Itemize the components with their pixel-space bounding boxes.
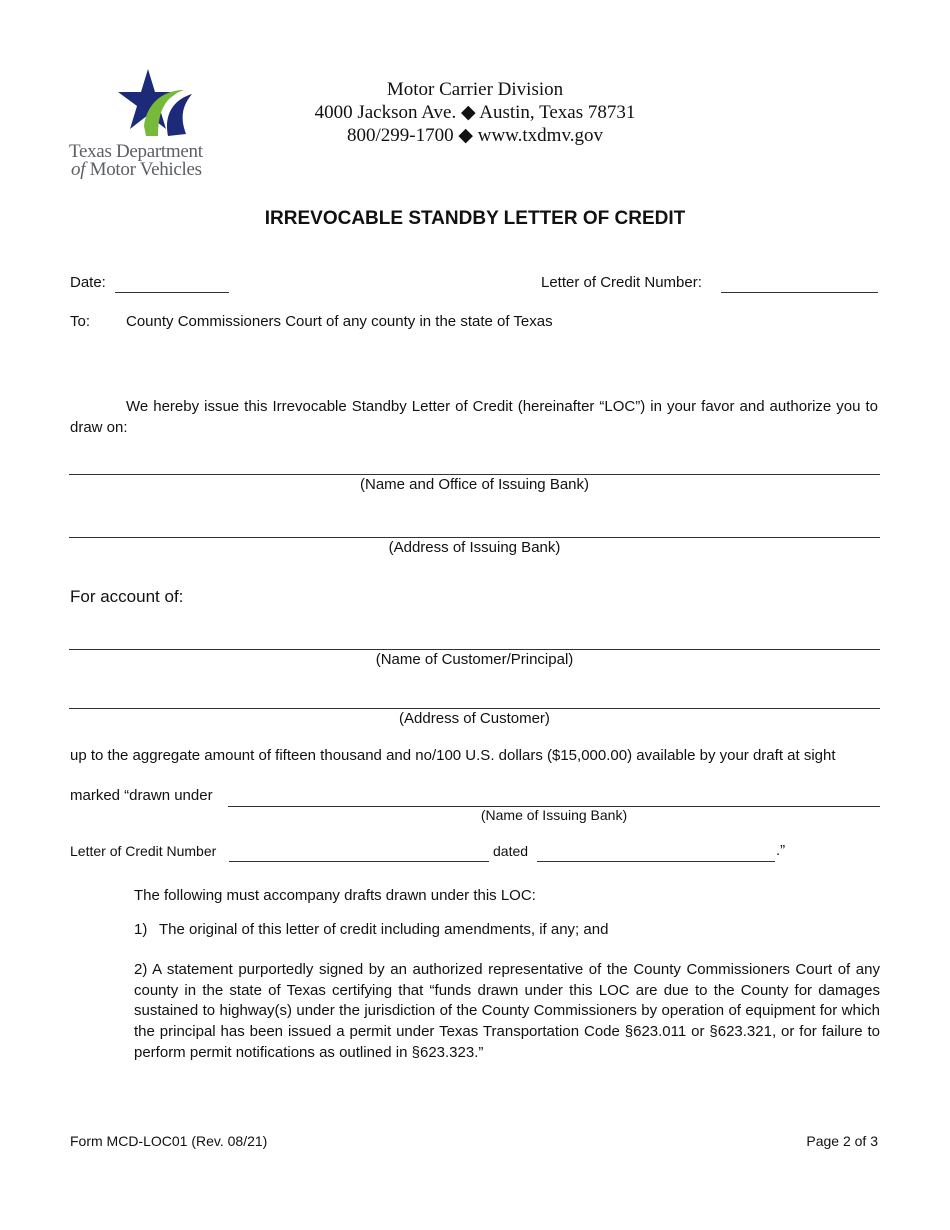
customer-address-caption: (Address of Customer) bbox=[399, 710, 550, 727]
marked-loc-number-label: Letter of Credit Number bbox=[70, 843, 217, 859]
dated-field[interactable] bbox=[537, 861, 775, 862]
txdmv-logo bbox=[66, 66, 236, 182]
page-number: Page 2 of 3 bbox=[806, 1133, 878, 1149]
logo-line-1: Texas Department bbox=[69, 141, 203, 162]
closing-quote: .” bbox=[776, 842, 786, 859]
date-field[interactable] bbox=[115, 292, 229, 293]
loc-number-label: Letter of Credit Number: bbox=[541, 274, 702, 291]
star-swoosh-icon bbox=[106, 66, 226, 142]
logo-line-2 bbox=[71, 160, 202, 179]
logo-of: of bbox=[71, 159, 86, 180]
to-label: To: bbox=[70, 313, 91, 330]
bank-name-caption: (Name and Office of Issuing Bank) bbox=[360, 476, 589, 493]
intro-paragraph: We hereby issue this Irrevocable Standby Letter of Credit (hereinafter “LOC”) in your favor and authorize you to draw on: bbox=[70, 398, 878, 436]
amount-text: up to the aggregate amount of fifteen thousand and no/100 U.S. dollars ($15,000.00) available by your draft at sight bbox=[70, 747, 836, 764]
bank-name-line[interactable] bbox=[69, 474, 880, 475]
issuing-bank-caption: (Name of Issuing Bank) bbox=[480, 807, 628, 823]
division-contact: 800/299-1700 ◆ www.txdmv.gov bbox=[347, 125, 603, 146]
marked-label: marked “drawn under bbox=[70, 787, 213, 804]
division-name: Motor Carrier Division bbox=[386, 79, 564, 100]
customer-name-caption: (Name of Customer/Principal) bbox=[375, 651, 574, 668]
bank-address-line[interactable] bbox=[69, 537, 880, 538]
page-title: IRREVOCABLE STANDBY LETTER OF CREDIT bbox=[264, 208, 686, 229]
date-label: Date: bbox=[70, 274, 106, 291]
form-id: Form MCD-LOC01 (Rev. 08/21) bbox=[70, 1133, 268, 1149]
marked-loc-number-field[interactable] bbox=[229, 861, 489, 862]
logo-motor-vehicles: Motor Vehicles bbox=[89, 159, 202, 180]
account-label: For account of: bbox=[70, 587, 184, 606]
dated-label: dated bbox=[493, 843, 529, 859]
requirement-1-number: 1) bbox=[134, 921, 148, 938]
requirement-1: The original of this letter of credit including amendments, if any; and bbox=[159, 921, 609, 938]
customer-address-line[interactable] bbox=[69, 708, 880, 709]
loc-number-field[interactable] bbox=[721, 292, 878, 293]
customer-name-line[interactable] bbox=[69, 649, 880, 650]
bank-address-caption: (Address of Issuing Bank) bbox=[388, 539, 561, 556]
requirement-2: 2) A statement purportedly signed by an authorized representative of the County Commissioners Court of any county in the state of Texas certifying that “funds drawn under this LOC are due to the County for damages sustained to highway(s) under the jurisdiction of the County Commissioners by operation of equipment for which the principal has been issued a permit under Texas Transportation Code §623.011 or §623.321, or for failure to perform permit notifications as outlined in §623.323.” bbox=[134, 961, 880, 1061]
to-recipient: County Commissioners Court of any county in the state of Texas bbox=[126, 313, 553, 330]
header-block bbox=[290, 78, 660, 147]
division-address: 4000 Jackson Ave. ◆ Austin, Texas 78731 bbox=[314, 102, 636, 123]
requirements-intro: The following must accompany drafts drawn under this LOC: bbox=[134, 887, 536, 904]
